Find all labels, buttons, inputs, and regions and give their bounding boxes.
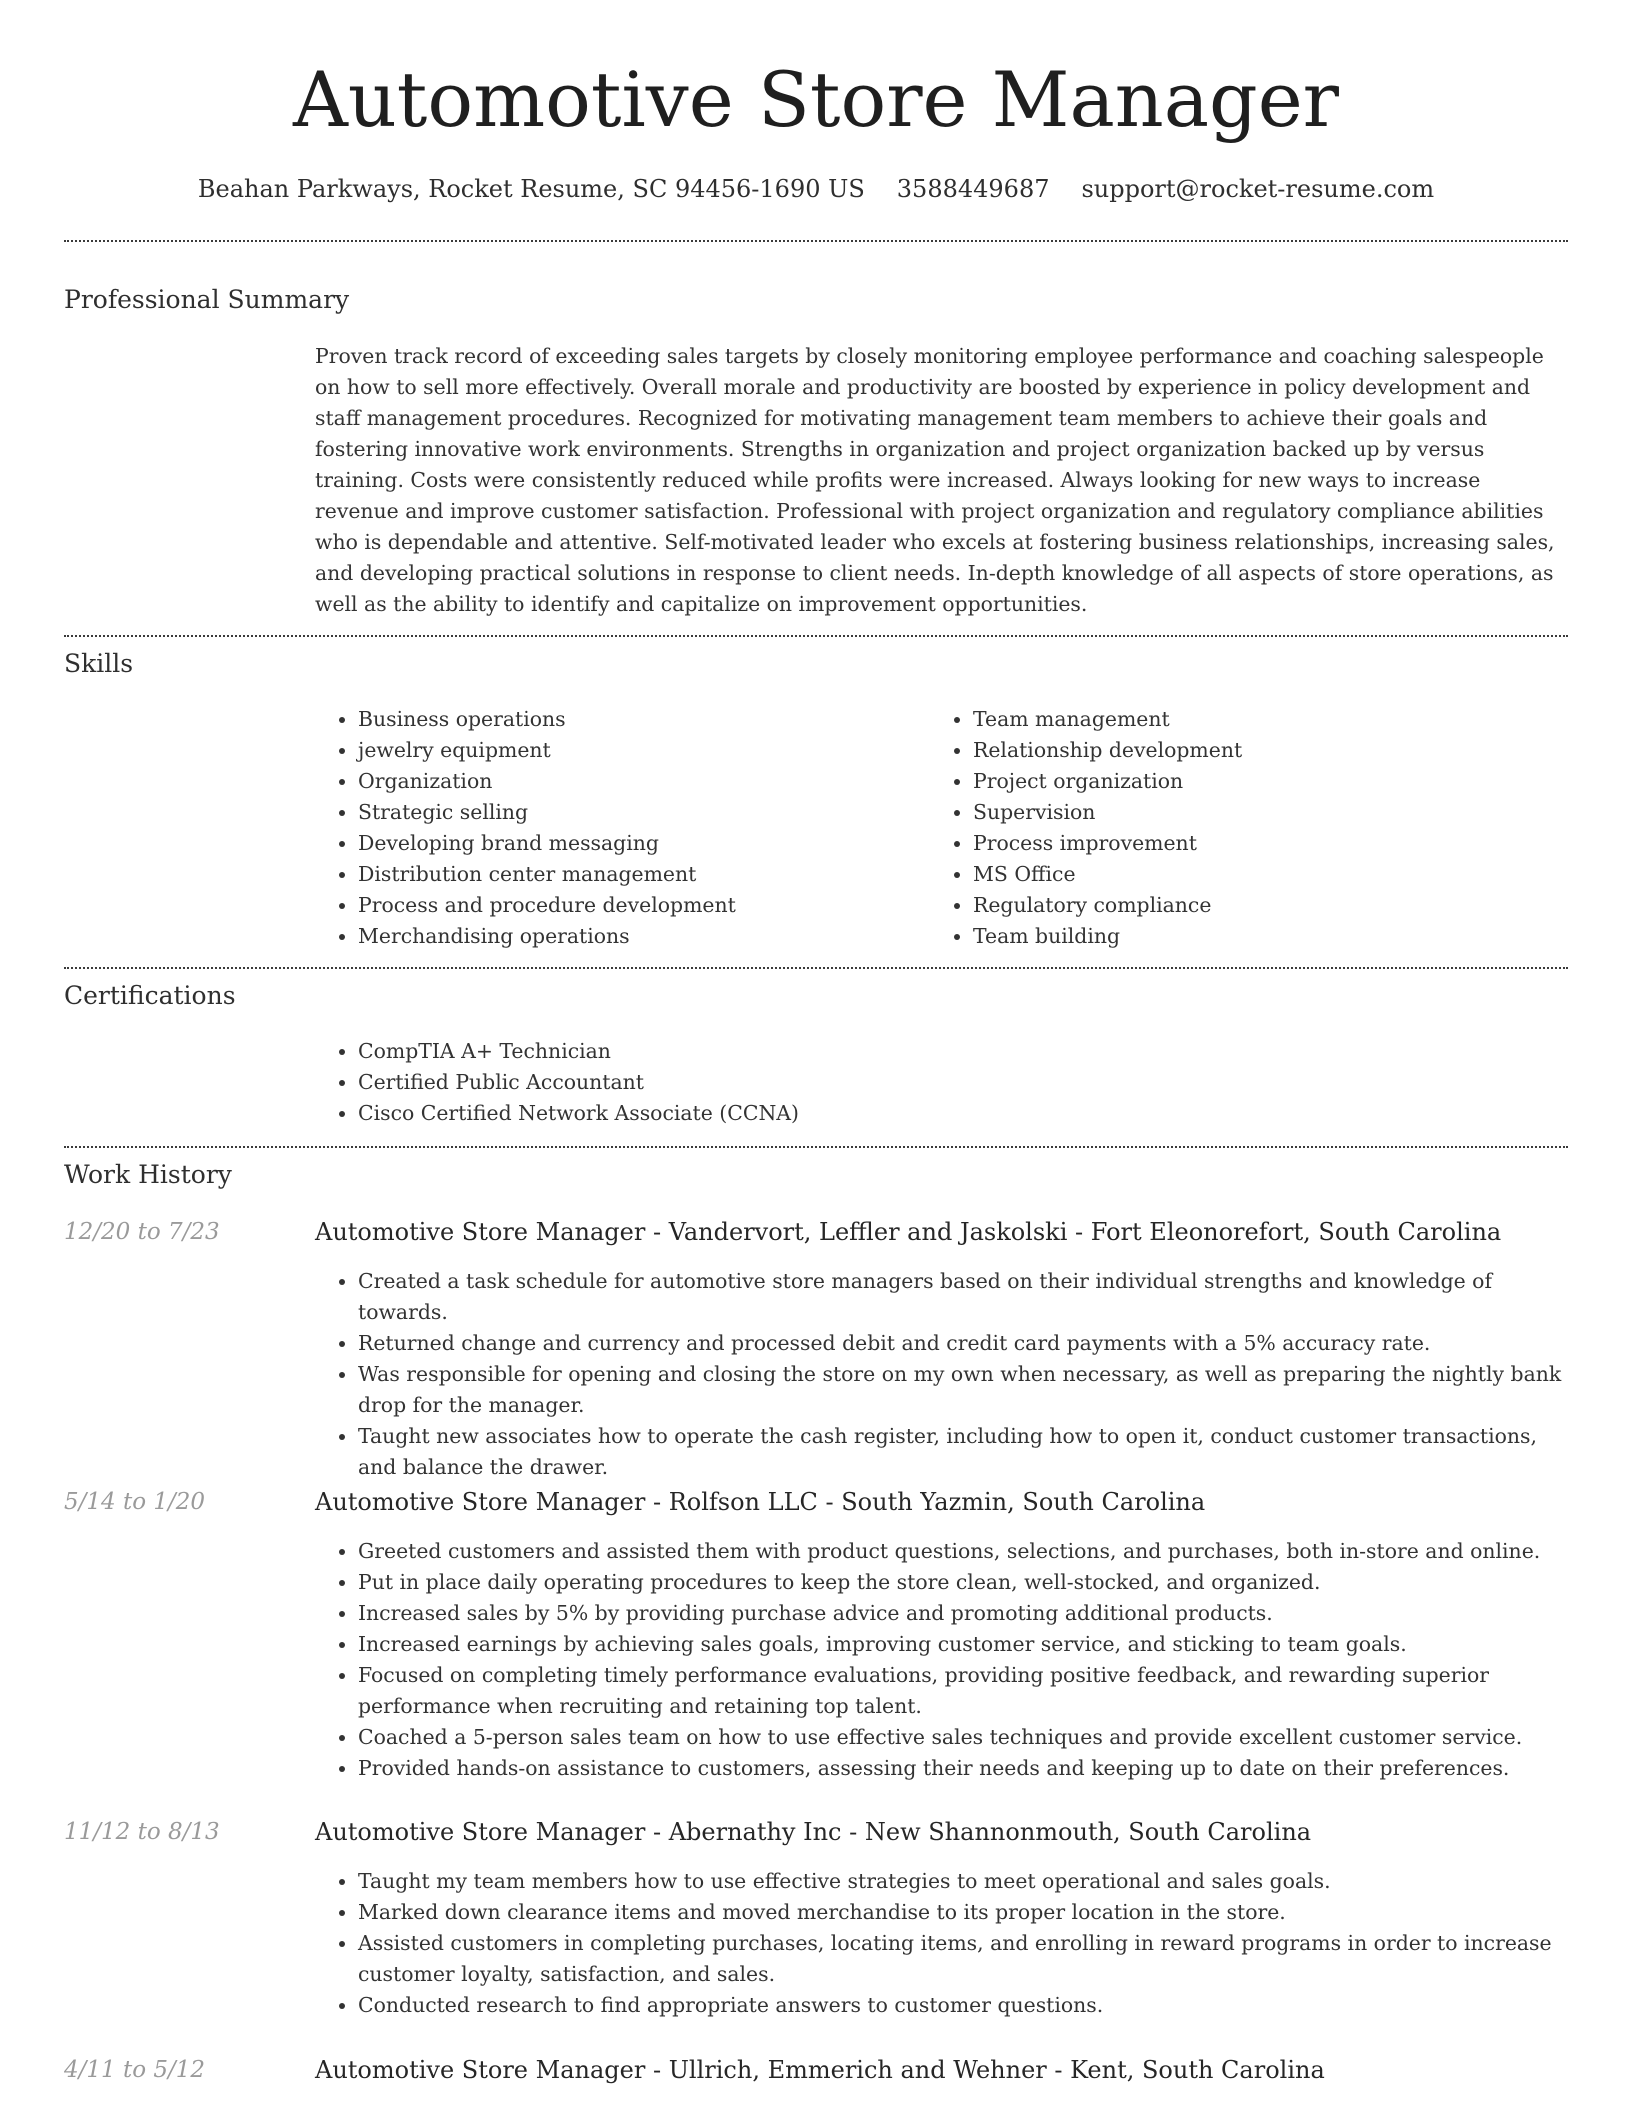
job-dates: 11/12 to 8/13 bbox=[64, 1819, 220, 1845]
skill-item: • MS Office bbox=[973, 859, 1242, 890]
job-title: Automotive Store Manager - Ullrich, Emmerich and Wehner - Kent, South Carolina bbox=[315, 2056, 1325, 2084]
job-title: Automotive Store Manager - Rolfson LLC - South Yazmin, South Carolina bbox=[315, 1488, 1206, 1516]
resume-name: Automotive Store Manager bbox=[292, 55, 1340, 144]
job-bullet: • Marked down clearance items and moved merchandise to its proper location in the store. bbox=[358, 1897, 1568, 1928]
certification-item: • Cisco Certified Network Associate (CCNA) bbox=[358, 1098, 799, 1129]
job-bullet: • Increased sales by 5% by providing purchase advice and promoting additional products. bbox=[358, 1598, 1568, 1629]
skill-item: • Team management bbox=[973, 704, 1242, 735]
skills-right-list bbox=[929, 704, 1242, 952]
work-history-heading: Work History bbox=[64, 1160, 232, 1189]
summary-heading: Professional Summary bbox=[64, 285, 350, 314]
job-title: Automotive Store Manager - Vandervort, Leffler and Jaskolski - Fort Eleonorefort, South Carolina bbox=[315, 1218, 1502, 1246]
skill-item: • Team building bbox=[973, 921, 1242, 952]
job-bullet: • Greeted customers and assisted them with product questions, selections, and purchases, both in-store and online. bbox=[358, 1536, 1568, 1567]
contact-address: Beahan Parkways, Rocket Resume, SC 94456-1690 US bbox=[197, 175, 865, 203]
contact-phone: 3588449687 bbox=[896, 175, 1050, 203]
job-bullets bbox=[314, 1266, 1568, 1483]
certifications-list bbox=[314, 1036, 799, 1129]
section-divider bbox=[64, 240, 1568, 242]
job-bullet: • Taught new associates how to operate the cash register, including how to open it, conduct customer transactions, and balance the drawer. bbox=[358, 1421, 1568, 1483]
job-title: Automotive Store Manager - Abernathy Inc - New Shannonmouth, South Carolina bbox=[315, 1818, 1312, 1846]
job-bullet: • Conducted research to find appropriate answers to customer questions. bbox=[358, 1990, 1568, 2021]
job-dates: 5/14 to 1/20 bbox=[64, 1489, 206, 1515]
skills-right-column bbox=[929, 704, 1242, 952]
skill-item: • Regulatory compliance bbox=[973, 890, 1242, 921]
job-bullet: • Provided hands-on assistance to customers, assessing their needs and keeping up to date on their preferences. bbox=[358, 1753, 1568, 1784]
skills-left-column bbox=[314, 704, 736, 952]
job-bullet-list bbox=[314, 1266, 1568, 1483]
section-divider bbox=[64, 635, 1568, 637]
skill-item: • Project organization bbox=[973, 766, 1242, 797]
job-dates: 12/20 to 7/23 bbox=[64, 1219, 220, 1245]
certification-item: • Certified Public Accountant bbox=[358, 1067, 799, 1098]
section-divider bbox=[64, 967, 1568, 969]
job-bullet: • Coached a 5-person sales team on how to use effective sales techniques and provide excellent customer service. bbox=[358, 1722, 1568, 1753]
job-bullet: • Created a task schedule for automotive store managers based on their individual strengths and knowledge of towards. bbox=[358, 1266, 1568, 1328]
job-bullet: • Focused on completing timely performance evaluations, providing positive feedback, and rewarding superior performance when recruiting and retaining top talent. bbox=[358, 1660, 1568, 1722]
skills-left-list bbox=[314, 704, 736, 952]
skill-item: • Business operations bbox=[358, 704, 736, 735]
skill-item: • Relationship development bbox=[973, 735, 1242, 766]
summary-text: Proven track record of exceeding sales targets by closely monitoring employee performance and coaching salespeople on how to sell more effectively. Overall morale and productivity are boosted by experience in policy development and staff management procedures. Recognized for motivating management team members to achieve their goals and fostering innovative work environments. Strengths in organization and project organization backed up by versus training. Costs were consistently reduced while profits were increased. Always looking for new ways to increase revenue and improve customer satisfaction. Professional with project organization and regulatory compliance abilities who is dependable and attentive. Self-motivated leader who excels at fostering business relationships, increasing sales, and developing practical solutions in response to client needs. In-depth knowledge of all aspects of store operations, as well as the ability to identify and capitalize on improvement opportunities. bbox=[315, 344, 1555, 616]
skill-item: • Organization bbox=[358, 766, 736, 797]
skill-item: • Merchandising operations bbox=[358, 921, 736, 952]
job-bullet-list bbox=[314, 1536, 1568, 1784]
skill-item: • Strategic selling bbox=[358, 797, 736, 828]
skill-item: • Distribution center management bbox=[358, 859, 736, 890]
skill-item: • Process and procedure development bbox=[358, 890, 736, 921]
certifications-heading: Certifications bbox=[64, 981, 236, 1010]
job-bullet: • Put in place daily operating procedures to keep the store clean, well-stocked, and organized. bbox=[358, 1567, 1568, 1598]
job-bullet: • Increased earnings by achieving sales goals, improving customer service, and sticking to team goals. bbox=[358, 1629, 1568, 1660]
skill-item: • jewelry equipment bbox=[358, 735, 736, 766]
job-dates: 4/11 to 5/12 bbox=[64, 2057, 206, 2083]
job-bullet: • Returned change and currency and processed debit and credit card payments with a 5% accuracy rate. bbox=[358, 1328, 1568, 1359]
section-divider bbox=[64, 1146, 1568, 1148]
job-bullet: • Assisted customers in completing purchases, locating items, and enrolling in reward programs in order to increase customer loyalty, satisfaction, and sales. bbox=[358, 1928, 1568, 1990]
certification-item: • CompTIA A+ Technician bbox=[358, 1036, 799, 1067]
contact-email: support@rocket-resume.com bbox=[1081, 175, 1435, 203]
contact-line bbox=[0, 171, 1632, 207]
job-bullets bbox=[314, 1866, 1568, 2021]
skill-item: • Supervision bbox=[973, 797, 1242, 828]
skill-item: • Developing brand messaging bbox=[358, 828, 736, 859]
job-bullet: • Taught my team members how to use effective strategies to meet operational and sales goals. bbox=[358, 1866, 1568, 1897]
skills-heading: Skills bbox=[64, 649, 134, 678]
job-bullets bbox=[314, 1536, 1568, 1784]
job-bullet: • Was responsible for opening and closing the store on my own when necessary, as well as preparing the nightly bank drop for the manager. bbox=[358, 1359, 1568, 1421]
skill-item: • Process improvement bbox=[973, 828, 1242, 859]
certifications-block bbox=[314, 1036, 799, 1129]
job-bullet-list bbox=[314, 1866, 1568, 2021]
